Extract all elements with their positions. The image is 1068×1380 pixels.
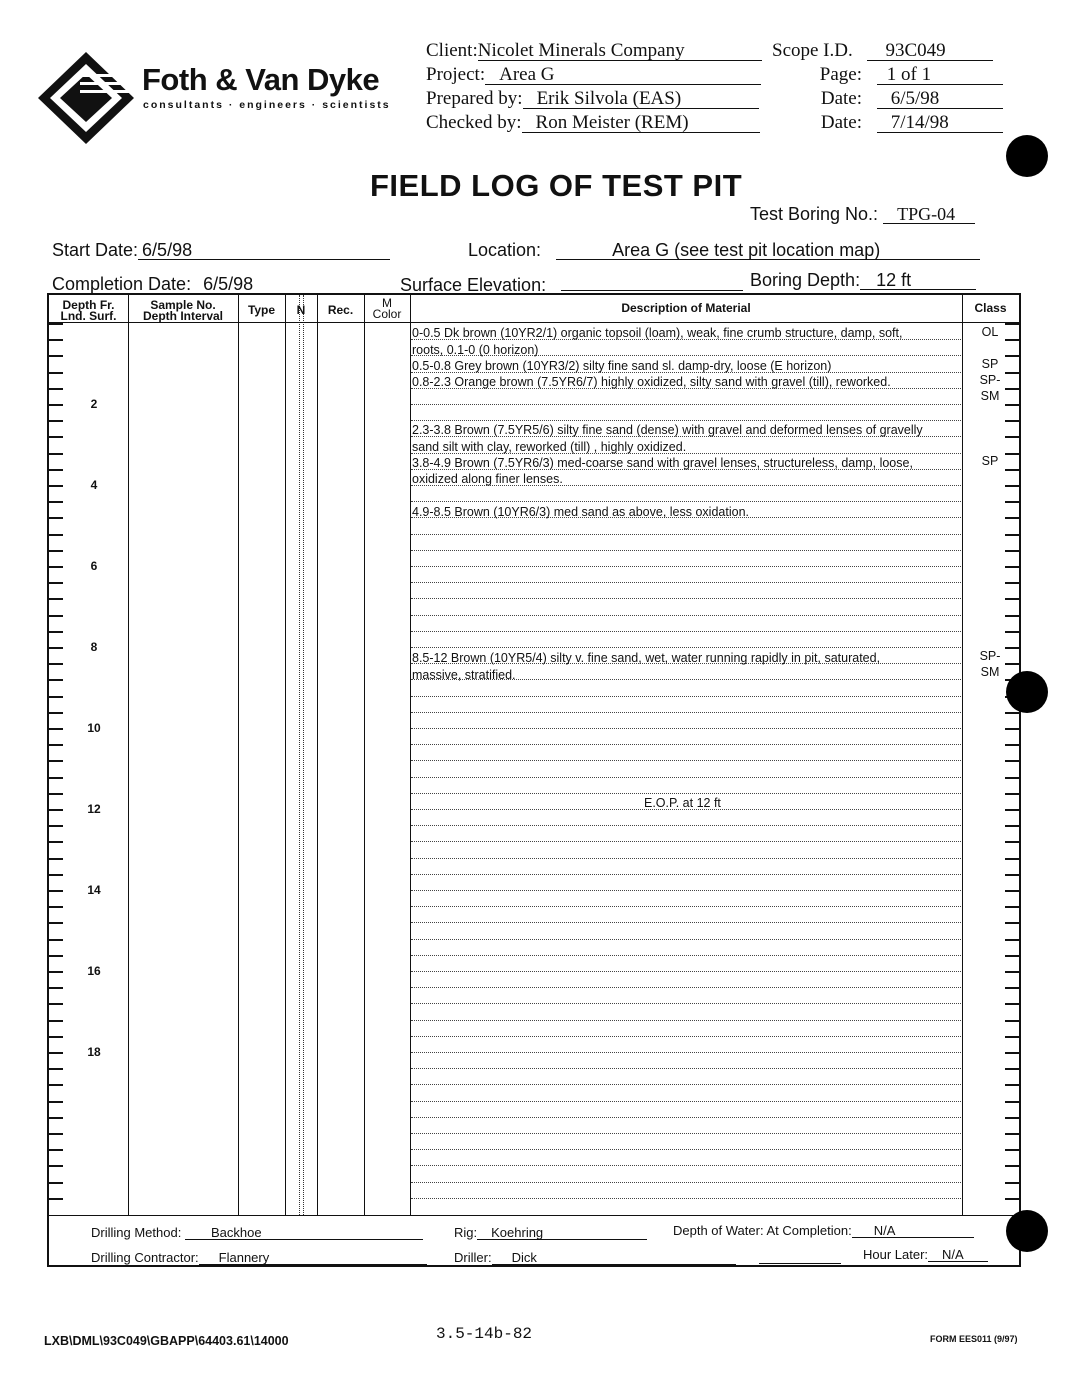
description-line: massive, stratified. (412, 668, 516, 682)
class-tick (1005, 517, 1019, 519)
depth-tick (49, 436, 63, 438)
scope-value: 93C049 (867, 42, 993, 61)
ruled-line (411, 566, 961, 567)
n-header: N (296, 303, 306, 317)
ruled-line (411, 1068, 961, 1069)
ruled-line (411, 631, 961, 632)
depth-tick (49, 355, 63, 357)
class-code: OL (981, 325, 999, 339)
description-line: sand silt with clay, reworked (till) , highly oxidized. (412, 440, 687, 454)
depth-tick (49, 615, 63, 617)
class-tick (1005, 841, 1019, 843)
class-tick (1005, 485, 1019, 487)
ruled-line (411, 1165, 961, 1166)
class-tick (1005, 1117, 1019, 1119)
rig-row (454, 1225, 647, 1240)
ruled-line (411, 890, 961, 891)
ruled-line (411, 728, 961, 729)
description-line: E.O.P. at 12 ft (644, 796, 721, 810)
rec-header: Rec. (327, 303, 354, 317)
depth-tick (49, 1149, 63, 1151)
ruled-line (411, 825, 961, 826)
ruled-line (411, 1003, 961, 1004)
ruled-line (411, 420, 961, 421)
class-tick (1005, 1084, 1019, 1086)
depth-tick (49, 890, 63, 892)
client-label: Client: (426, 40, 478, 61)
depth-tick (49, 550, 63, 552)
class-tick (1005, 825, 1019, 827)
client-value: Nicolet Minerals Company (478, 42, 762, 61)
class-tick (1005, 631, 1019, 633)
completion-date-row (52, 274, 381, 295)
ruled-line (411, 1149, 961, 1150)
description-line: 4.9-8.5 Brown (10YR6/3) med sand as above, less oxidation. (412, 505, 749, 519)
class-tick (1005, 987, 1019, 989)
ruled-line (411, 874, 961, 875)
ruled-line (411, 793, 961, 794)
class-tick (1005, 566, 1019, 568)
description-line: roots, 0.1-0 (0 horizon) (412, 343, 539, 357)
depth-tick (49, 517, 63, 519)
depth-tick (49, 1052, 63, 1054)
page-row (772, 64, 1003, 86)
col-divider (303, 295, 304, 1215)
depth-tick (49, 404, 63, 406)
ruled-line (411, 922, 961, 923)
class-header: Class (974, 301, 1007, 315)
checked-label: Checked by: (426, 112, 522, 133)
depth-tick (49, 841, 63, 843)
col-divider (317, 295, 318, 1215)
class-tick (1005, 793, 1019, 795)
class-tick (1005, 1198, 1019, 1200)
boring-depth-row (750, 270, 976, 291)
company-name: Foth & Van Dyke (142, 62, 380, 97)
depth-tick (49, 971, 63, 973)
completion-date-value: 6/5/98 (191, 275, 381, 294)
footer-divider (49, 1215, 1019, 1216)
class-tick (1005, 728, 1019, 730)
class-tick (1005, 1101, 1019, 1103)
col-divider (364, 295, 365, 1215)
rig-label: Rig: (454, 1225, 478, 1240)
class-tick (1005, 890, 1019, 892)
company-logo (36, 50, 146, 150)
prepared-label: Prepared by: (426, 88, 523, 109)
description-line: 3.8-4.9 Brown (7.5YR6/3) med-coarse sand with gravel lenses, structureless, damp, loose, (412, 456, 913, 470)
depth-label: 12 (87, 802, 101, 816)
drilling-contractor-value: Flannery (199, 1251, 427, 1265)
depth-tick (49, 631, 63, 633)
ruled-line (411, 939, 961, 940)
ruled-line (411, 712, 961, 713)
date1-label: Date: (820, 88, 862, 109)
start-date-label: Start Date: (52, 240, 139, 260)
depth-tick (49, 955, 63, 957)
depth-tick (49, 1068, 63, 1070)
water-completion-value: N/A (852, 1224, 974, 1238)
depth-tick (49, 1020, 63, 1022)
depth-tick (49, 1117, 63, 1119)
depth-tick (49, 534, 63, 536)
ruled-line (411, 534, 961, 535)
driller-row (454, 1250, 736, 1265)
ruled-line (411, 582, 961, 583)
depth-header: Depth Fr. Lnd. Surf. (60, 298, 117, 323)
depth-label: 4 (90, 478, 98, 492)
depth-tick (49, 922, 63, 924)
project-value: Area G (485, 66, 761, 85)
depth-tick (49, 453, 63, 455)
class-code: SM (980, 665, 1000, 679)
class-tick (1005, 582, 1019, 584)
depth-tick (49, 1084, 63, 1086)
ruled-line (411, 906, 961, 907)
class-tick (1005, 906, 1019, 908)
hour-later-value: N/A (928, 1248, 988, 1262)
class-tick (1005, 501, 1019, 503)
depth-tick (49, 939, 63, 941)
ruled-line (411, 841, 961, 842)
surface-elevation-value (561, 272, 743, 291)
class-tick (1005, 1020, 1019, 1022)
depth-tick (49, 1182, 63, 1184)
page-value: 1 of 1 (877, 66, 1003, 85)
diamond-logo-icon (36, 50, 146, 150)
ruled-line (411, 1036, 961, 1037)
depth-tick (49, 744, 63, 746)
depth-tick (49, 1036, 63, 1038)
class-tick (1005, 1149, 1019, 1151)
depth-tick (49, 696, 63, 698)
class-tick (1005, 615, 1019, 617)
date1-value: 6/5/98 (877, 90, 1003, 109)
ruled-line (411, 550, 961, 551)
class-tick (1005, 436, 1019, 438)
surface-elevation-label: Surface Elevation: (400, 275, 547, 295)
date2-row (772, 112, 1003, 134)
ruled-line (411, 1101, 961, 1102)
drilling-method-label: Drilling Method: (91, 1225, 182, 1240)
description-header: Description of Material (621, 301, 751, 315)
hour-later-row (863, 1247, 988, 1262)
ruled-line (411, 760, 961, 761)
depth-tick (49, 906, 63, 908)
boring-depth-label: Boring Depth: (750, 270, 861, 290)
class-tick (1005, 939, 1019, 941)
depth-tick (49, 339, 63, 341)
prepared-row (426, 88, 759, 110)
ruled-line (411, 1084, 961, 1085)
hour-later-label: Hour Later: (863, 1247, 929, 1262)
class-code: SP (981, 357, 999, 371)
ruled-line (411, 647, 961, 648)
project-row (426, 64, 761, 86)
depth-tick (49, 793, 63, 795)
company-tagline: consultants · engineers · scientists (143, 99, 391, 111)
class-tick (1005, 1182, 1019, 1184)
type-header: Type (247, 303, 276, 317)
depth-tick (49, 760, 63, 762)
class-tick (1005, 858, 1019, 860)
depth-label: 16 (87, 964, 101, 978)
punch-hole (1006, 135, 1048, 177)
class-tick (1005, 955, 1019, 957)
depth-tick (49, 679, 63, 681)
blank-underline (759, 1250, 841, 1264)
class-tick (1005, 971, 1019, 973)
form-number: FORM EES011 (9/97) (930, 1334, 1018, 1344)
depth-tick (49, 1003, 63, 1005)
class-tick (1005, 922, 1019, 924)
ruled-line (411, 1020, 961, 1021)
ruled-line (411, 1117, 961, 1118)
class-code: SP (981, 454, 999, 468)
depth-tick (49, 825, 63, 827)
depth-tick (49, 858, 63, 860)
depth-tick (49, 663, 63, 665)
date1-row (772, 88, 1003, 110)
class-tick (1005, 744, 1019, 746)
drilling-contractor-label: Drilling Contractor: (91, 1250, 199, 1265)
checked-value: Ron Meister (REM) (522, 114, 760, 133)
rig-value: Koehring (477, 1226, 647, 1240)
depth-tick (49, 1198, 63, 1200)
class-tick (1005, 469, 1019, 471)
class-code: SP- (979, 373, 1001, 387)
depth-tick (49, 598, 63, 600)
date2-value: 7/14/98 (877, 114, 1003, 133)
test-boring-value: TPG-04 (883, 205, 975, 224)
ruled-line (411, 955, 961, 956)
col-divider (128, 295, 129, 1215)
start-date-row (52, 240, 390, 261)
class-tick (1005, 1165, 1019, 1167)
depth-label: 14 (87, 883, 101, 897)
class-tick (1005, 1052, 1019, 1054)
depth-tick (49, 647, 63, 649)
class-tick (1005, 1068, 1019, 1070)
ruled-line (411, 615, 961, 616)
color-header: M Color (372, 296, 402, 321)
description-line: 8.5-12 Brown (10YR5/4) silty v. fine sand, wet, water running rapidly in pit, saturated, (412, 651, 881, 665)
depth-tick (49, 469, 63, 471)
class-tick (1005, 404, 1019, 406)
checked-row (426, 112, 760, 134)
class-code: SM (980, 389, 1000, 403)
depth-tick (49, 1101, 63, 1103)
water-completion-label: Depth of Water: At Completion: (673, 1223, 852, 1238)
punch-hole (1006, 671, 1048, 713)
punch-hole (1006, 1210, 1048, 1252)
ruled-line (411, 744, 961, 745)
ruled-line (411, 1198, 961, 1199)
col-divider (299, 295, 300, 1215)
scope-label: Scope I.D. (772, 40, 853, 61)
depth-label: 8 (90, 640, 98, 654)
drilling-contractor-row (91, 1250, 427, 1265)
class-tick (1005, 1003, 1019, 1005)
col-divider (285, 295, 286, 1215)
class-tick (1005, 1133, 1019, 1135)
ruled-line (411, 598, 961, 599)
depth-tick (49, 809, 63, 811)
description-line: oxidized along finer lenses. (412, 472, 563, 486)
description-line: 0-0.5 Dk brown (10YR2/1) organic topsoil (loam), weak, fine crumb structure, damp, soft, (412, 326, 903, 340)
drilling-method-row (91, 1225, 423, 1240)
page-title: FIELD LOG OF TEST PIT (370, 168, 743, 203)
ruled-line (411, 1182, 961, 1183)
class-tick (1005, 874, 1019, 876)
ruled-line (411, 858, 961, 859)
class-tick (1005, 760, 1019, 762)
col-divider (962, 295, 963, 1215)
driller-value: Dick (492, 1251, 736, 1265)
description-line: 2.3-3.8 Brown (7.5YR5/6) silty fine sand (dense) with gravel and deformed lenses of gravelly (412, 423, 923, 437)
driller-label: Driller: (454, 1250, 492, 1265)
project-label: Project: (426, 64, 486, 85)
ruled-line (411, 777, 961, 778)
client-row (426, 40, 762, 62)
depth-tick (49, 712, 63, 714)
file-path: LXB\DML\93C049\GBAPP\64403.61\14000 (44, 1334, 289, 1348)
ruled-line (411, 1052, 961, 1053)
ruled-line (411, 1133, 961, 1134)
depth-tick (49, 420, 63, 422)
completion-date-label: Completion Date: (52, 274, 192, 294)
sample-header: Sample No. Depth Interval (142, 298, 223, 323)
depth-label: 18 (87, 1045, 101, 1059)
depth-tick (49, 1133, 63, 1135)
ruled-line (411, 971, 961, 972)
depth-label: 10 (87, 721, 101, 735)
date2-label: Date: (820, 112, 862, 133)
depth-label: 2 (90, 397, 98, 411)
start-date-value: 6/5/98 (138, 241, 390, 260)
class-code: SP- (979, 649, 1001, 663)
class-tick (1005, 1036, 1019, 1038)
depth-tick (49, 777, 63, 779)
ruled-line (411, 404, 961, 405)
drilling-method-value: Backhoe (185, 1226, 423, 1240)
col-divider (238, 295, 239, 1215)
col-divider (410, 295, 411, 1215)
description-line: 0.8-2.3 Orange brown (7.5YR6/7) highly oxidized, silty sand with gravel (till), reworked. (412, 375, 891, 389)
class-tick (1005, 339, 1019, 341)
class-tick (1005, 712, 1019, 714)
depth-tick (49, 501, 63, 503)
class-tick (1005, 420, 1019, 422)
page-code: 3.5-14b-82 (436, 1325, 533, 1343)
ruled-line (411, 501, 961, 502)
class-tick (1005, 777, 1019, 779)
depth-tick (49, 1165, 63, 1167)
location-row (468, 240, 980, 261)
depth-tick (49, 485, 63, 487)
location-label: Location: (468, 240, 542, 260)
ruled-line (411, 987, 961, 988)
page-label: Page: (819, 64, 862, 85)
test-boring-row (750, 204, 975, 225)
depth-tick (49, 728, 63, 730)
ruled-line (411, 696, 961, 697)
depth-tick (49, 874, 63, 876)
location-value: Area G (see test pit location map) (556, 241, 980, 260)
boring-depth-value: 12 ft (860, 271, 976, 290)
class-tick (1005, 809, 1019, 811)
water-completion-row (673, 1223, 974, 1238)
test-boring-label: Test Boring No.: (750, 204, 879, 224)
depth-tick (49, 582, 63, 584)
depth-label: 6 (90, 559, 98, 573)
depth-tick (49, 566, 63, 568)
depth-tick (49, 987, 63, 989)
class-tick (1005, 534, 1019, 536)
class-tick (1005, 550, 1019, 552)
description-line: 0.5-0.8 Grey brown (10YR3/2) silty fine sand sl. damp-dry, loose (E horizon) (412, 359, 832, 373)
class-tick (1005, 598, 1019, 600)
depth-tick (49, 372, 63, 374)
prepared-value: Erik Silvola (EAS) (523, 90, 759, 109)
depth-tick (49, 323, 63, 325)
scope-row (772, 40, 993, 62)
test-pit-log-table (47, 293, 1021, 1267)
depth-tick (49, 388, 63, 390)
